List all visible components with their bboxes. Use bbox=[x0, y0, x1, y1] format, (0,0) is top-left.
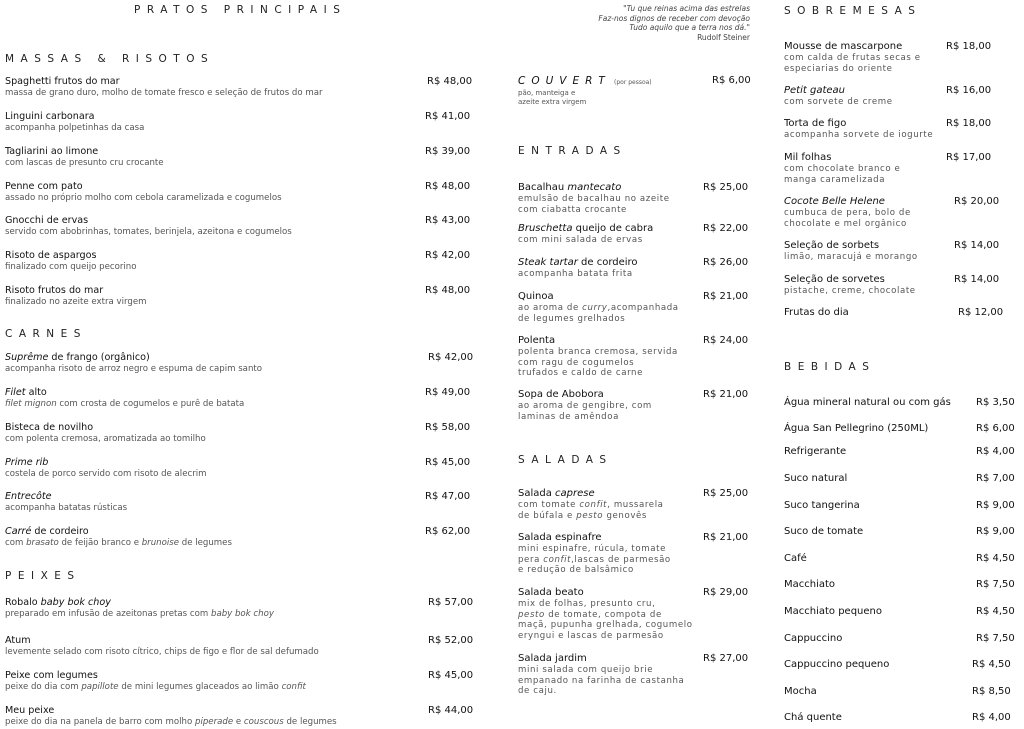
item-price: R$ 18,00 bbox=[946, 118, 992, 129]
item-price: R$ 25,00 bbox=[703, 488, 749, 499]
menu-item bbox=[5, 285, 475, 308]
drink-item: Cappuccino pequeno R$ 4,50 bbox=[784, 659, 1011, 670]
item-desc: preparado em infusão de azeitonas pretas com baby bok choy bbox=[5, 609, 274, 619]
item-price: R$ 27,00 bbox=[703, 653, 749, 664]
item-name: Risoto de aspargos bbox=[5, 250, 97, 261]
item-price: R$ 22,00 bbox=[703, 223, 749, 234]
item-price: R$ 48,00 bbox=[425, 285, 471, 296]
item-name: Meu peixe bbox=[5, 705, 55, 716]
section-title-starters: ENTRADAS bbox=[518, 145, 627, 157]
menu-item: Bruschetta queijo de cabra com mini salada de ervas R$ 22,00 bbox=[518, 223, 749, 245]
item-price: R$ 62,00 bbox=[425, 526, 471, 537]
item-desc: costela de porco servido com risoto de alecrim bbox=[5, 469, 207, 479]
item-price: R$ 17,00 bbox=[946, 152, 992, 163]
item-price: R$ 48,00 bbox=[427, 76, 473, 87]
item-price: R$ 14,00 bbox=[954, 274, 1000, 285]
menu-item bbox=[5, 457, 475, 480]
menu-item bbox=[5, 526, 475, 549]
item-name: Atum bbox=[5, 635, 31, 646]
couvert-note: (por pessoa) bbox=[614, 79, 652, 86]
item-price: R$ 42,00 bbox=[428, 352, 474, 363]
item-price: R$ 18,00 bbox=[946, 41, 992, 52]
item-desc: com polenta cremosa, aromatizada ao tomilho bbox=[5, 434, 206, 444]
item-price: R$ 16,00 bbox=[946, 85, 992, 96]
item-desc: finalizado com queijo pecorino bbox=[5, 262, 137, 272]
item-desc: acompanha polpetinhas da casa bbox=[5, 123, 145, 133]
menu-item: Polenta polenta branca cremosa, servida com ragu de cogumelos trufados e caldo de carne R$ 24,00 bbox=[518, 335, 749, 378]
menu-item: Salada jardim mini salada com queijo brie empanado na farinha de castanha de caju. R$ 27,00 bbox=[518, 653, 749, 696]
item-desc: assado no próprio molho com cebola caramelizada e cogumelos bbox=[5, 193, 282, 203]
main-dishes-title: PRATOS PRINCIPAIS bbox=[134, 4, 347, 16]
item-price: R$ 45,00 bbox=[425, 457, 471, 468]
drink-item: Água mineral natural ou com gás R$ 3,50 bbox=[784, 397, 1015, 408]
item-name: Robalo baby bok choy bbox=[5, 597, 111, 608]
item-price: R$ 49,00 bbox=[425, 387, 471, 398]
menu-item: Seleção de sorvetes pistache, creme, chocolate R$ 14,00 bbox=[784, 274, 1000, 296]
menu-item bbox=[5, 705, 475, 728]
item-desc: acompanha risoto de arroz negro e espuma de capim santo bbox=[5, 364, 263, 374]
item-desc: servido com abobrinhas, tomates, berinjela, azeitona e cogumelos bbox=[5, 227, 292, 237]
item-price: R$ 44,00 bbox=[428, 705, 474, 716]
item-name: Bisteca de novilho bbox=[5, 422, 94, 433]
drink-item: Chá quente R$ 4,00 bbox=[784, 712, 1011, 723]
item-name: Suprême de frango (orgânico) bbox=[5, 352, 150, 363]
section-title-meats: CARNES bbox=[5, 328, 87, 340]
menu-item: Frutas do dia R$ 12,00 bbox=[784, 307, 1004, 318]
couvert-desc: pão, manteiga e azeite extra virgem bbox=[518, 89, 587, 106]
item-desc: finalizado no azeite extra virgem bbox=[5, 297, 147, 307]
item-name: Gnocchi de ervas bbox=[5, 215, 89, 226]
item-price: R$ 43,00 bbox=[425, 215, 471, 226]
item-desc: filet mignon com crosta de cogumelos e purê de batata bbox=[5, 399, 245, 409]
section-title-fish: PEIXES bbox=[5, 570, 81, 582]
drink-item: Refrigerante R$ 4,00 bbox=[784, 446, 1015, 457]
item-price: R$ 52,00 bbox=[428, 635, 474, 646]
item-price: R$ 24,00 bbox=[703, 335, 749, 346]
menu-item: Seleção de sorbets limão, maracujá e morango R$ 14,00 bbox=[784, 240, 1000, 262]
quote: "Tu que reinas acima das estrelas Faz-nos dignos de receber com devoção Tudo aquilo que a terra nos dá." Rudolf Steiner bbox=[518, 4, 750, 42]
section-title-pasta: MASSAS & RISOTOS bbox=[5, 53, 215, 65]
item-name: Filet alto bbox=[5, 387, 47, 398]
menu-item bbox=[5, 250, 475, 273]
menu-item: Steak tartar de cordeiro acompanha batata frita R$ 26,00 bbox=[518, 257, 749, 279]
menu-item bbox=[5, 387, 475, 410]
quote-author: Rudolf Steiner bbox=[697, 32, 750, 42]
item-name: Tagliarini ao limone bbox=[5, 146, 99, 157]
item-price: R$ 39,00 bbox=[425, 146, 471, 157]
item-desc: peixe do dia com papillote de mini legumes glaceados ao limão confit bbox=[5, 682, 306, 692]
menu-item bbox=[5, 215, 475, 238]
item-name: Prime rib bbox=[5, 457, 49, 468]
item-desc: com lascas de presunto cru crocante bbox=[5, 158, 164, 168]
item-price: R$ 41,00 bbox=[425, 111, 471, 122]
item-price: R$ 57,00 bbox=[428, 597, 474, 608]
drink-item: Água San Pellegrino (250ML) R$ 6,00 bbox=[784, 423, 1015, 434]
menu-item bbox=[5, 352, 475, 375]
item-price: R$ 20,00 bbox=[954, 196, 1000, 207]
item-price: R$ 12,00 bbox=[958, 307, 1004, 318]
menu-item: Mousse de mascarpone com calda de frutas secas e especiarias do oriente R$ 18,00 bbox=[784, 41, 992, 74]
menu-item bbox=[5, 111, 475, 134]
menu-item bbox=[5, 422, 475, 445]
menu-item: Torta de figo acompanha sorvete de iogurte R$ 18,00 bbox=[784, 118, 992, 140]
item-name: Penne com pato bbox=[5, 181, 83, 192]
menu-item: Salada caprese com tomate confit, mussarela de búfala e pesto genovês R$ 25,00 bbox=[518, 488, 749, 521]
item-price: R$ 21,00 bbox=[703, 291, 749, 302]
menu-item: Cocote Belle Helene cumbuca de pera, bolo de chocolate e mel orgânico R$ 20,00 bbox=[784, 196, 1000, 229]
item-price: R$ 48,00 bbox=[425, 181, 471, 192]
item-price: R$ 29,00 bbox=[703, 587, 749, 598]
menu-item bbox=[5, 181, 475, 204]
item-name: Entrecôte bbox=[5, 491, 52, 502]
item-price: R$ 25,00 bbox=[703, 182, 749, 193]
menu-item bbox=[5, 146, 475, 169]
item-name: Spaghetti frutos do mar bbox=[5, 76, 120, 87]
drink-item: Suco natural R$ 7,00 bbox=[784, 473, 1015, 484]
menu-item bbox=[5, 670, 475, 693]
drink-item: Café R$ 4,50 bbox=[784, 553, 1015, 564]
item-desc: acompanha batatas rústicas bbox=[5, 503, 128, 513]
item-price: R$ 45,00 bbox=[428, 670, 474, 681]
drink-item: Mocha R$ 8,50 bbox=[784, 686, 1011, 697]
couvert-price: R$ 6,00 bbox=[712, 75, 751, 86]
menu-item: Bacalhau mantecato emulsão de bacalhau no azeite com ciabatta crocante R$ 25,00 bbox=[518, 182, 749, 215]
item-desc: com brasato de feijão branco e brunoise de legumes bbox=[5, 538, 232, 548]
menu-item: Quinoa ao aroma de curry,acompanhada de legumes grelhados R$ 21,00 bbox=[518, 291, 749, 324]
item-price: R$ 21,00 bbox=[703, 532, 749, 543]
couvert-title: COUVERT bbox=[518, 75, 611, 87]
menu-item bbox=[5, 491, 475, 514]
drink-item: Cappuccino R$ 7,50 bbox=[784, 633, 1015, 644]
item-desc: levemente selado com risoto cítrico, chips de figo e flor de sal defumado bbox=[5, 647, 319, 657]
item-desc: massa de grano duro, molho de tomate fresco e seleção de frutos do mar bbox=[5, 88, 323, 98]
menu-item bbox=[5, 597, 475, 620]
menu-item: Salada beato mix de folhas, presunto cru, pesto de tomate, compota de maçã, pupunha grelhada, cogumelo eryngui e lascas de parmesão R$ 29,00 bbox=[518, 587, 749, 641]
item-price: R$ 42,00 bbox=[425, 250, 471, 261]
drink-item: Suco de tomate R$ 9,00 bbox=[784, 526, 1015, 537]
drink-item: Macchiato pequeno R$ 4,50 bbox=[784, 606, 1015, 617]
section-title-desserts: SOBREMESAS bbox=[784, 5, 922, 17]
item-price: R$ 58,00 bbox=[425, 422, 471, 433]
drink-item: Suco tangerina R$ 9,00 bbox=[784, 500, 1015, 511]
couvert bbox=[518, 75, 758, 107]
section-title-salads: SALADAS bbox=[518, 454, 613, 466]
item-desc: peixe do dia na panela de barro com molho piperade e couscous de legumes bbox=[5, 717, 337, 727]
item-name: Linguini carbonara bbox=[5, 111, 95, 122]
menu-item: Sopa de Abobora ao aroma de gengibre, com laminas de amêndoa R$ 21,00 bbox=[518, 389, 749, 422]
menu-item: Mil folhas com chocolate branco e manga caramelizada R$ 17,00 bbox=[784, 152, 992, 185]
menu-item bbox=[5, 76, 475, 99]
item-name: Peixe com legumes bbox=[5, 670, 98, 681]
menu-item bbox=[5, 635, 475, 658]
menu-item: Petit gateau com sorvete de creme R$ 16,00 bbox=[784, 85, 992, 107]
menu-item: Salada espinafre mini espinafre, rúcula, tomate pera confit,lascas de parmesão e redução de balsâmico R$ 21,00 bbox=[518, 532, 749, 575]
item-price: R$ 47,00 bbox=[425, 491, 471, 502]
section-title-drinks: BEBIDAS bbox=[784, 361, 876, 373]
item-name: Risoto frutos do mar bbox=[5, 285, 104, 296]
item-price: R$ 21,00 bbox=[703, 389, 749, 400]
item-price: R$ 14,00 bbox=[954, 240, 1000, 251]
item-name: Carré de cordeiro bbox=[5, 526, 89, 537]
drink-item: Macchiato R$ 7,50 bbox=[784, 579, 1015, 590]
item-price: R$ 26,00 bbox=[703, 257, 749, 268]
